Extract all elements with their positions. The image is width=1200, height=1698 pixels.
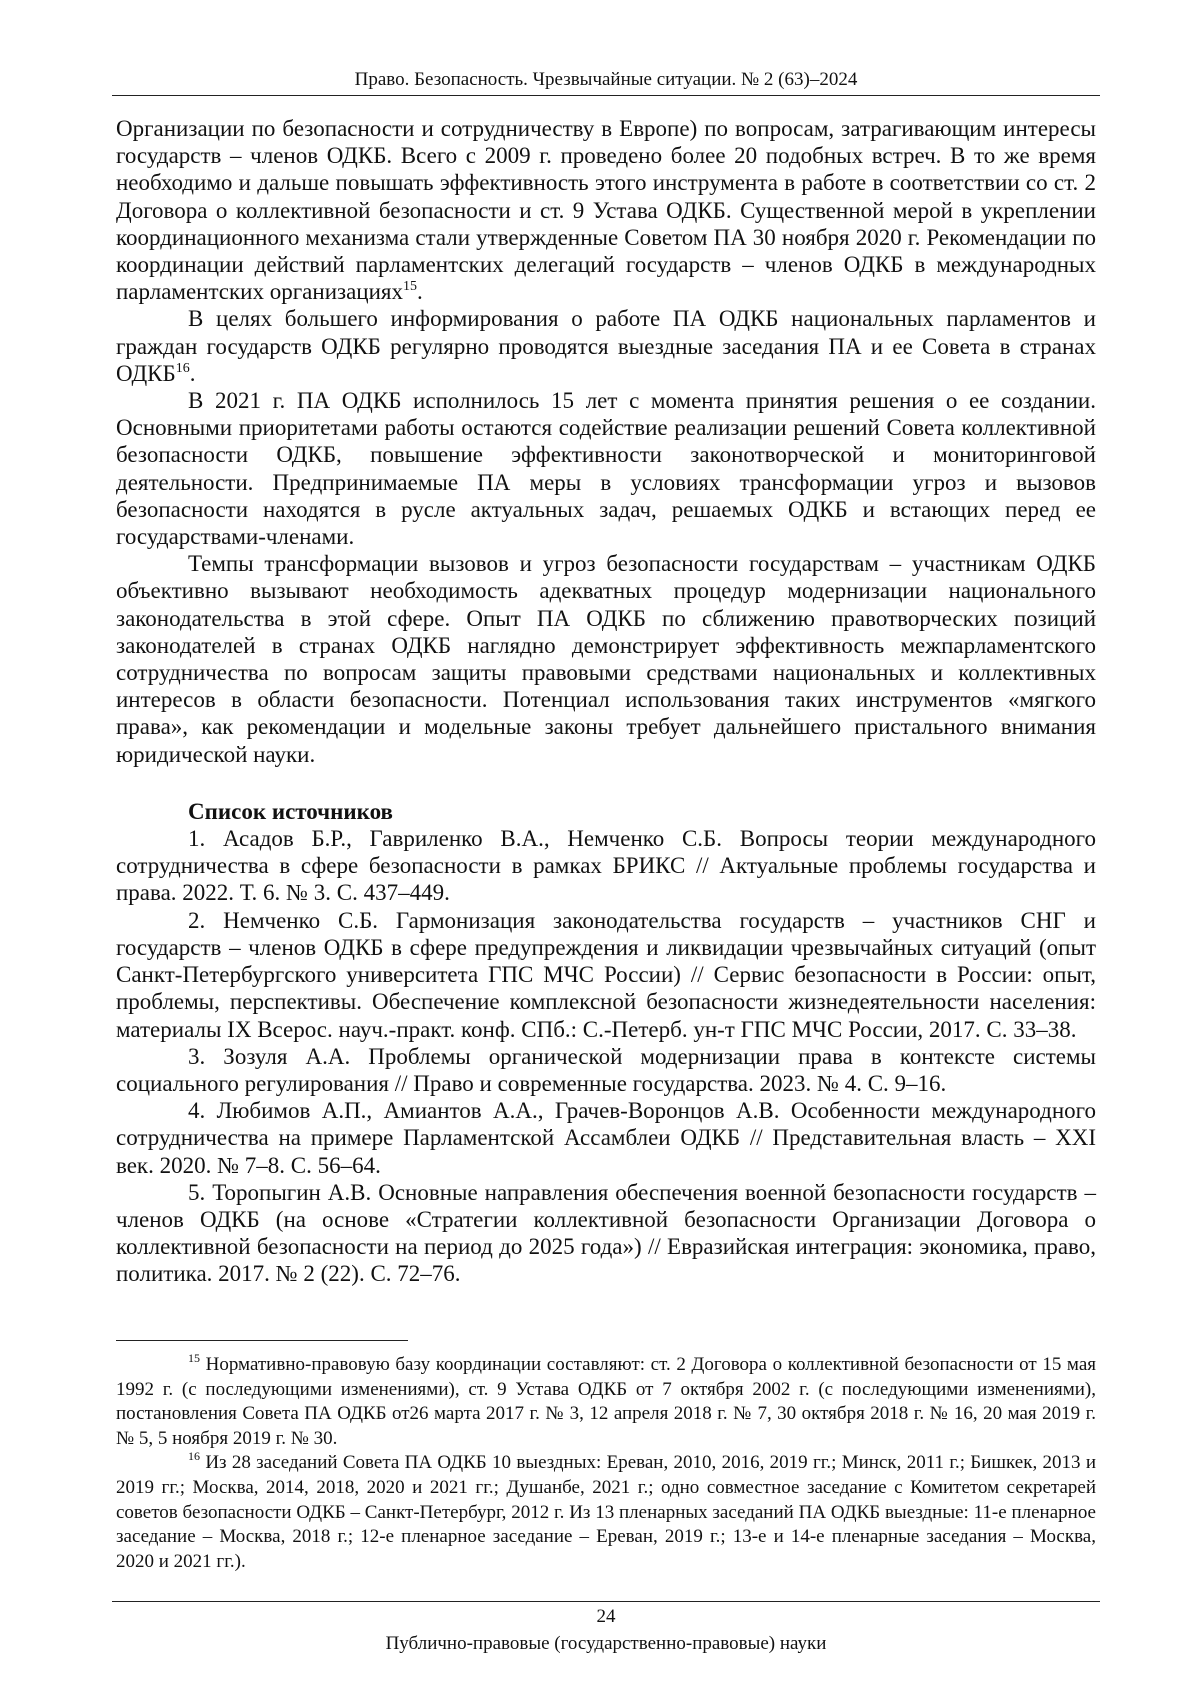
footnote-text: Из 28 заседаний Совета ПА ОДКБ 10 выездных: Ереван, 2010, 2016, 2019 гг.; Минск, 2011 г.; Бишкек, 2013 и 2019 гг.; Москва, 2014, 2018, 2020 и 2021 гг.; Душанбе, 2021 г.; одно совместное заседание с Комитетом секретарей советов безопасности ОДКБ – Санкт-Петербург, 2012 г. Из 13 пленарных заседаний ПА ОДКБ выездные: 11-е пленарное заседание – Москва, 2018 г.; 12-е пленарное заседание – Ереван, 2019 г.; 13-е и 14-е пленарные заседания – Москва, 2020 и 2021 гг.). [116, 1452, 1096, 1572]
footnote-number: 16 [188, 1449, 200, 1464]
paragraph: Темпы трансформации вызовов и угроз безопасности государствам – участникам ОДКБ объективно вызывают необходимость адекватных процедур модернизации национального законодательства в этой сфере. Опыт ПА ОДКБ по сближению правотворческих позиций законодателей в странах ОДКБ наглядно демонстрирует эффективность межпарламентского сотрудничества по вопросам защиты правовыми средствами национальных и коллективных интересов в области безопасности. Потенциал использования таких инструментов «мягкого права», как рекомендации и модельные законы требует дальнейшего пристального внимания юридической науки. [116, 551, 1096, 767]
footnote-text: Нормативно-правовую базу координации составляют: ст. 2 Договора о коллективной безопасности от 15 мая 1992 г. (с последующими изменениями), ст. 9 Устава ОДКБ от 7 октября 2002 г. (с последующими изменениями), постановления Совета ПА ОДКБ от26 марта 2017 г. № 3, 12 апреля 2018 г. № 7, 30 октября 2018 г. № 16, 20 мая 2019 г. № 5, 5 ноября 2019 г. № 30. [116, 1354, 1096, 1449]
source-item: 3. Зозуля А.А. Проблемы органической модернизации права в контексте системы социального регулирования // Право и современные государства. 2023. № 4. С. 9–16. [116, 1043, 1096, 1096]
spacer [116, 768, 1096, 798]
source-item: 4. Любимов А.П., Амиантов А.А., Грачев-Воронцов А.В. Особенности международного сотрудничества на примере Парламентской Ассамблеи ОДКБ // Представительная власть – XXI век. 2020. № 7–8. С. 56–64. [116, 1098, 1096, 1178]
running-header: Право. Безопасность. Чрезвычайные ситуации. № 2 (63)–2024 [354, 69, 858, 90]
footnote [116, 1451, 1096, 1574]
paragraph-text: В целях большего информирования о работе ПА ОДКБ национальных парламентов и граждан государств ОДКБ регулярно проводятся выездные заседания ПА и ее Совета в странах ОДКБ [116, 306, 1096, 386]
page-number: 24 [596, 1606, 616, 1627]
footnote-divider [116, 1340, 408, 1341]
source-item: 1. Асадов Б.Р., Гавриленко В.А., Немченко С.Б. Вопросы теории международного сотрудничества в сфере безопасности в рамках БРИКС // Актуальные проблемы государства и права. 2022. Т. 6. № 3. С. 437–449. [116, 826, 1096, 906]
paragraph-text: Организации по безопасности и сотрудничеству в Европе) по вопросам, затрагивающим интересы государств – членов ОДКБ. Всего с 2009 г. проведено более 20 подобных встреч. В то же время необходимо и дальше повышать эффективность этого инструмента в работе в соответствии со ст. 2 Договора о коллективной безопасности и ст. 9 Устава ОДКБ. Существенной мерой в укреплении координационного механизма стали утвержденные Советом ПА 30 ноября 2020 г. Рекомендации по координации действий парламентских делегаций государств – членов ОДКБ в международных парламентских организациях [116, 116, 1096, 305]
footnote-number: 15 [188, 1351, 200, 1365]
footer-divider [112, 1601, 1100, 1602]
paragraph: Организации по безопасности и сотрудничеству в Европе) по вопросам, затрагивающим интересы государств – членов ОДКБ. Всего с 2009 г. проведено более 20 подобных встреч. В то же время необходимо и дальше повышать эффективность этого инструмента в работе в соответствии со ст. 2 Договора о коллективной безопасности и ст. 9 Устава ОДКБ. Существенной мерой в укреплении координационного механизма стали утвержденные Советом ПА 30 ноября 2020 г. Рекомендации по координации действий парламентских делегаций государств – членов ОДКБ в международных парламентских организациях$^{15}$. [116, 116, 1096, 305]
section-footer: Публично-правовые (государственно-правовые) науки [385, 1633, 827, 1654]
sources-heading: Список источников [188, 798, 393, 824]
header-divider [112, 95, 1100, 96]
footnote-ref[interactable]: 16 [175, 360, 190, 376]
paragraph: В 2021 г. ПА ОДКБ исполнилось 15 лет с момента принятия решения о ее создании. Основными приоритетами работы остаются содействие реализации решений Совета коллективной безопасности ОДКБ, повышение эффективности законотворческой и мониторинговой деятельности. Предпринимаемые ПА меры в условиях трансформации угроз и вызовов безопасности находятся в русле актуальных задач, решаемых ОДКБ и встающих перед ее государствами-членами. [116, 388, 1096, 550]
paragraph: В целях большего информирования о работе ПА ОДКБ национальных парламентов и граждан государств ОДКБ регулярно проводятся выездные заседания ПА и ее Совета в странах ОДКБ$^{16}$. [116, 306, 1096, 386]
source-item: 5. Торопыгин А.В. Основные направления обеспечения военной безопасности государств – членов ОДКБ (на основе «Стратегии коллективной безопасности Организации Договора о коллективной безопасности на период до 2025 года») // Евразийская интеграция: экономика, право, политика. 2017. № 2 (22). С. 72–76. [116, 1179, 1096, 1287]
footnote [116, 1353, 1096, 1451]
article-body [116, 115, 1096, 1288]
source-item: 2. Немченко С.Б. Гармонизация законодательства государств – участников СНГ и государств – членов ОДКБ в сфере предупреждения и ликвидации чрезвычайных ситуаций (опыт Санкт-Петербургского университета ГПС МЧС России) // Сервис безопасности в России: опыт, проблемы, перспективы. Обеспечение комплексной безопасности жизнедеятельности населения: материалы IX Всерос. науч.-практ. конф. СПб.: С.-Петерб. ун-т ГПС МЧС России, 2017. С. 33–38. [116, 907, 1096, 1042]
footnote-ref[interactable]: 15 [403, 279, 417, 295]
footnotes [116, 1353, 1096, 1574]
